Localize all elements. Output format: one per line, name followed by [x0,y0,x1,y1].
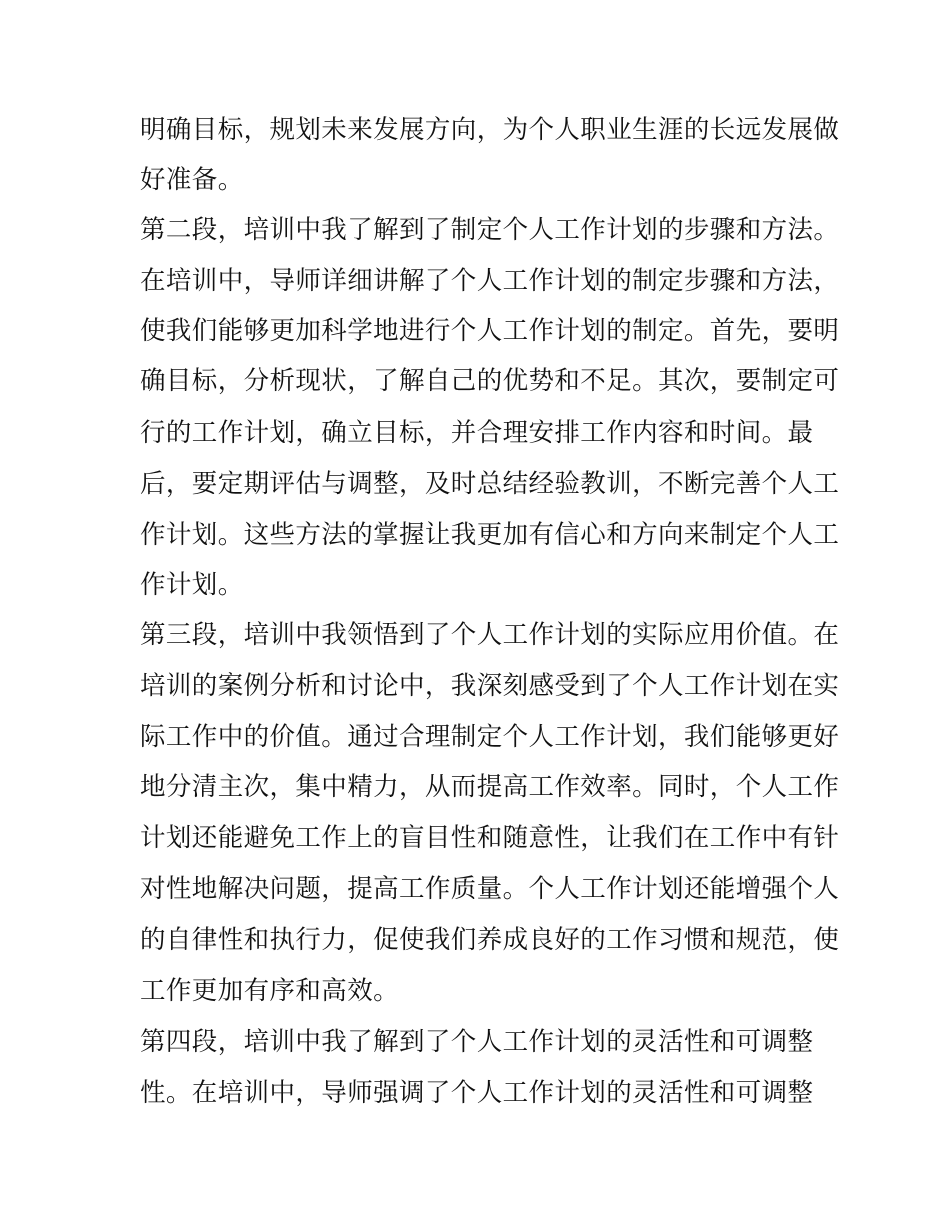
text-line: 地分清主次，集中精力，从而提高工作效率。同时，个人工作 [140,772,840,802]
text-line: 第二段，培训中我了解到了制定个人工作计划的步骤和方法。 [140,215,840,245]
text-line: 明确目标，规划未来发展方向，为个人职业生涯的长远发展做 [140,115,840,145]
text-line: 计划还能避免工作上的盲目性和随意性，让我们在工作中有针 [140,823,840,853]
text-line: 第三段，培训中我领悟到了个人工作计划的实际应用价值。在 [140,620,840,650]
text-line: 使我们能够更加科学地进行个人工作计划的制定。首先，要明 [140,316,840,346]
text-line: 对性地解决问题，提高工作质量。个人工作计划还能增强个人 [140,874,840,904]
text-line: 性。在培训中，导师强调了个人工作计划的灵活性和可调整 [140,1078,814,1108]
text-line: 在培训中，导师详细讲解了个人工作计划的制定步骤和方法， [140,266,840,296]
text-line: 作计划。这些方法的掌握让我更加有信心和方向来制定个人工 [140,520,840,550]
text-line: 的自律性和执行力，促使我们养成良好的工作习惯和规范，使 [140,925,840,955]
text-line: 确目标，分析现状，了解自己的优势和不足。其次，要制定可 [140,366,840,396]
text-line: 工作更加有序和高效。 [140,976,400,1006]
text-line: 作计划。 [140,570,244,600]
text-line: 后，要定期评估与调整，及时总结经验教训，不断完善个人工 [140,469,840,499]
text-line: 好准备。 [140,165,244,195]
text-line: 第四段，培训中我了解到了个人工作计划的灵活性和可调整 [140,1027,814,1057]
text-line: 行的工作计划，确立目标，并合理安排工作内容和时间。最 [140,418,814,448]
text-line: 际工作中的价值。通过合理制定个人工作计划，我们能够更好 [140,722,840,752]
text-line: 培训的案例分析和讨论中，我深刻感受到了个人工作计划在实 [140,671,840,701]
